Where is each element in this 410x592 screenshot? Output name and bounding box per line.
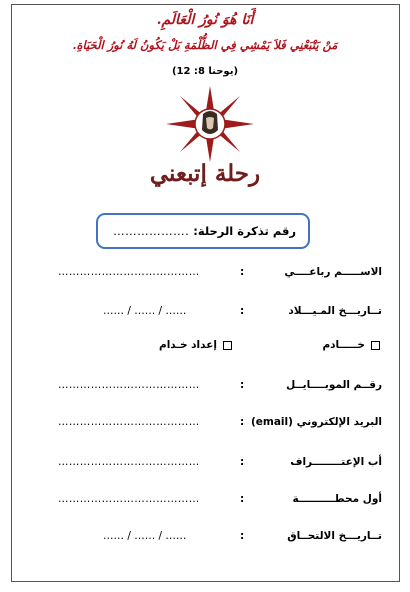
birth-date-row[interactable] — [0, 303, 410, 323]
join-date-row[interactable] — [0, 528, 410, 548]
servant-label: خـــــادم — [322, 339, 365, 351]
first-station-row[interactable] — [0, 491, 410, 511]
email-row[interactable] — [0, 414, 410, 434]
email-label: البريد الإلكتروني (email) — [250, 416, 382, 428]
colon: : — [240, 416, 245, 428]
mobile-row[interactable] — [0, 377, 410, 397]
servant-prep-label: إعداد خـدام — [159, 339, 217, 351]
verse-line-1: أَنَا هُوَ نُورُ الْعَالَمِ. — [156, 12, 254, 28]
full-name-row[interactable] — [0, 264, 410, 284]
first-station-label: أول محطــــــــــة — [292, 493, 382, 505]
confession-father-label: أب الإعتــــــــراف — [290, 456, 382, 468]
mobile-label: رقــم الموبــــايــل — [286, 379, 382, 391]
confession-father-field[interactable]: ………………………………… — [58, 456, 200, 468]
join-date-field[interactable]: …… / …… / …… — [103, 530, 187, 542]
colon: : — [240, 530, 245, 542]
colon: : — [240, 456, 245, 468]
servant-option[interactable] — [322, 339, 380, 351]
birth-date-label: تــاريـــخ المـيـــلاد — [288, 305, 382, 317]
confession-father-row[interactable] — [0, 454, 410, 474]
mobile-field[interactable]: ………………………………… — [58, 379, 200, 391]
verse-reference: (يوحنا 8: 12) — [171, 66, 239, 77]
servant-checkbox[interactable] — [371, 341, 380, 350]
colon: : — [240, 493, 245, 505]
ticket-number-box[interactable] — [96, 213, 310, 249]
ticket-fill: ………………. — [113, 224, 190, 238]
servant-prep-checkbox[interactable] — [223, 341, 232, 350]
colon: : — [240, 266, 245, 278]
email-field[interactable]: ………………………………… — [58, 416, 200, 428]
ticket-label: رقم تذكرة الرحلة: — [193, 224, 296, 238]
colon: : — [240, 305, 245, 317]
verse-line-2: مَنْ يَتْبَعْنِي فَلاَ يَمْشِي فِي الظُّلْمَةِ بَلْ يَكُونُ لَهُ نُورُ الْحَيَاةِ. — [72, 38, 338, 52]
full-name-field[interactable]: ………………………………… — [58, 266, 200, 278]
join-date-label: تــاريـــخ الالتحــاق — [287, 530, 382, 542]
servant-prep-option[interactable] — [159, 339, 232, 351]
first-station-field[interactable]: ………………………………… — [58, 493, 200, 505]
colon: : — [240, 379, 245, 391]
birth-date-field[interactable]: …… / …… / …… — [103, 305, 187, 317]
compass-star-with-christ-icon — [160, 86, 260, 162]
full-name-label: الاســـــم رباعــــي — [284, 266, 382, 278]
brand-title: رحلة إتبعني — [149, 160, 261, 187]
